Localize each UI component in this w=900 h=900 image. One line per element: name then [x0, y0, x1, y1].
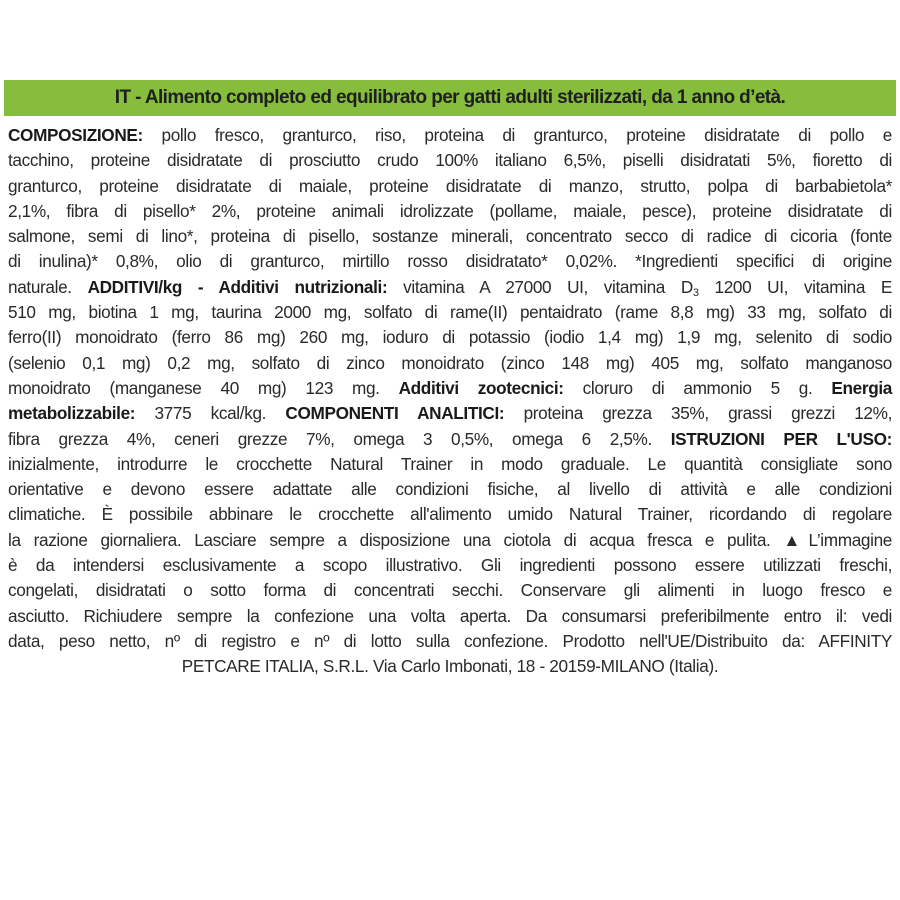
analitici-heading: COMPONENTI ANALITICI: — [285, 403, 505, 424]
text-line — [8, 629, 892, 654]
text-line — [8, 174, 892, 199]
istruzioni-text: è da intendersi esclusivamente a scopo illustrativo. Gli ingredienti possono essere utilizzati freschi, — [8, 555, 892, 576]
text-line — [8, 427, 892, 452]
composizione-text: salmone, semi di lino*, proteina di pisello, sostanze minerali, concentrato secco di radice di cicoria (fonte — [8, 226, 892, 247]
text-line — [8, 477, 892, 502]
analitici-text: fibra grezza 4%, ceneri grezze 7%, omega 3 0,5%, omega 6 2,5%. — [8, 428, 671, 449]
analitici-text: proteina grezza 35%, grassi grezzi 12%, — [504, 403, 892, 424]
additivi-text: 1200 UI, vitamina E — [698, 276, 893, 297]
composizione-text: naturale. — [8, 276, 88, 297]
text-line — [8, 376, 892, 401]
text-line — [8, 553, 892, 578]
additivi-text: (selenio 0,1 mg) 0,2 mg, solfato di zinco monoidrato (zinco 148 mg) 405 mg, solfato manganoso — [8, 352, 892, 373]
text-line — [8, 275, 892, 300]
zootecnici-text: cloruro di ammonio 5 g. — [563, 377, 832, 398]
istruzioni-text: la razione giornaliera. Lasciare sempre a disposizione una ciotola di acqua fresca e pulita. ▲L’immagine — [8, 529, 892, 550]
text-line — [8, 528, 892, 553]
text-line — [8, 224, 892, 249]
vitamin-d-subscript: 3 — [692, 286, 699, 299]
energia-text: 3775 kcal/kg. — [135, 403, 286, 424]
istruzioni-text: PETCARE ITALIA, S.R.L. Via Carlo Imbonati, 18 - 20159-MILANO (Italia). — [181, 656, 719, 677]
text-line — [8, 300, 892, 325]
text-line — [8, 578, 892, 603]
text-line — [8, 654, 892, 679]
istruzioni-text: congelati, disidratati o sotto forma di concentrati secchi. Conservare gli alimenti in luogo fresco e — [8, 580, 892, 601]
istruzioni-heading: ISTRUZIONI PER L'USO: — [670, 428, 892, 449]
istruzioni-text: climatiche. È possibile abbinare le crocchette all'alimento umido Natural Trainer, ricordando di regolare — [8, 504, 892, 525]
energia-heading: metabolizzabile: — [8, 403, 136, 424]
additivi-text: 510 mg, biotina 1 mg, taurina 2000 mg, solfato di rame(II) pentaidrato (rame 8,8 mg) 33 mg, solfato di — [8, 302, 892, 323]
istruzioni-text: asciutto. Richiudere sempre la confezione una volta aperta. Da consumarsi preferibilmente entro il: vedi — [8, 605, 892, 626]
additivi-text: ferro(II) monoidrato (ferro 86 mg) 260 mg, ioduro di potassio (iodio 1,4 mg) 1,9 mg, selenito di sodio — [8, 327, 892, 348]
composizione-text: pollo fresco, granturco, riso, proteina di granturco, proteine disidratate di pollo e — [142, 125, 892, 145]
composizione-heading: COMPOSIZIONE: — [8, 125, 143, 145]
composizione-text: tacchino, proteine disidratate di prosciutto crudo 100% italiano 6,5%, piselli disidratati 5%, fioretto di — [8, 150, 892, 171]
text-line — [8, 249, 892, 274]
banner-text: IT - Alimento completo ed equilibrato per gatti adulti sterilizzati, da 1 anno d’età. — [114, 87, 786, 108]
composizione-text: granturco, proteine disidratate di maiale, proteine disidratate di manzo, strutto, polpa di barbabietola* — [8, 175, 892, 196]
product-description-banner — [4, 80, 896, 116]
zootecnici-heading: Additivi zootecnici: — [398, 377, 564, 398]
text-line — [8, 148, 892, 173]
energia-heading: Energia — [831, 377, 892, 398]
additivi-text: vitamina A 27000 UI, vitamina D — [387, 276, 693, 297]
label-body-text — [8, 123, 892, 680]
additivi-text: monoidrato (manganese 40 mg) 123 mg. — [8, 377, 399, 398]
text-line — [8, 199, 892, 224]
text-line — [8, 452, 892, 477]
text-line — [8, 604, 892, 629]
istruzioni-text: inizialmente, introdurre le crocchette Natural Trainer in modo graduale. Le quantità consigliate sono — [8, 453, 892, 474]
text-line — [8, 502, 892, 527]
istruzioni-text: orientative e devono essere adattate alle condizioni fisiche, al livello di attività e alle condizioni — [8, 479, 892, 500]
istruzioni-text: data, peso netto, nº di registro e nº di lotto sulla confezione. Prodotto nell'UE/Distribuito da: AFFINITY — [8, 630, 892, 651]
text-line — [8, 401, 892, 426]
composizione-text: di inulina)* 0,8%, olio di granturco, mirtillo rosso disidratato* 0,02%. *Ingredienti specifici di origine — [8, 251, 892, 272]
composizione-text: 2,1%, fibra di pisello* 2%, proteine animali idrolizzate (pollame, maiale, pesce), proteine disidratate di — [8, 200, 892, 221]
text-line — [8, 123, 892, 148]
additivi-heading: ADDITIVI/kg - Additivi nutrizionali: — [87, 276, 388, 297]
text-line — [8, 351, 892, 376]
text-line — [8, 325, 892, 350]
